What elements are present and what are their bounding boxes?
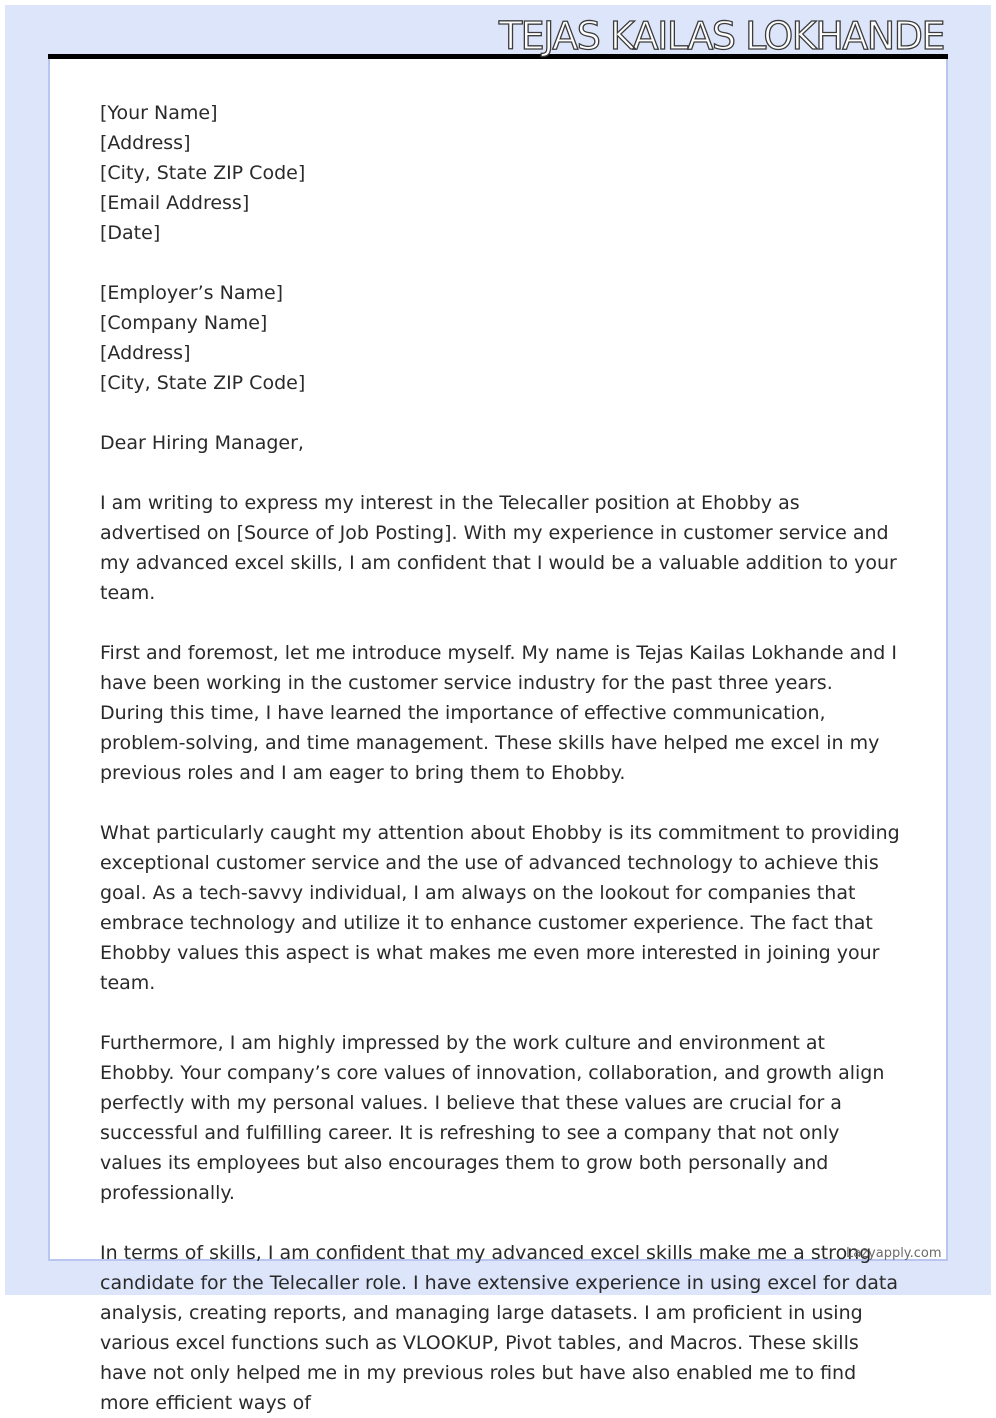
watermark: Lazyapply.com [846,1246,942,1261]
paragraph-skills: In terms of skills, I am confident that my advanced excel skills make me a strong candidate for the Telecaller role. I have extensive experience in using excel for data analysis, creating reports, and managing large datasets. I am proficient in using various excel functions such as VLOOKUP, Pivot tables, and Macros. These skills have not only helped me in my previous roles but have also enabled me to find more efficient ways of [100,1242,899,1414]
cover-letter-body [100,98,900,1418]
paragraph-culture: Furthermore, I am highly impressed by the work culture and environment at Ehobby. Your company’s core values of innovation, collaboration, and growth align perfectly with my personal values. I believe that these values are crucial for a successful and fulfilling career. It is refreshing to see a company that not only values its employees but also encourages them to grow both personally and professionally. [100,1032,885,1204]
recipient-address: [Address] [100,342,191,364]
sender-name: [Your Name] [100,102,218,124]
salutation: Dear Hiring Manager, [100,432,304,454]
sender-address: [Address] [100,132,191,154]
sender-city-state-zip: [City, State ZIP Code] [100,162,306,184]
paragraph-company-interest: What particularly caught my attention about Ehobby is its commitment to providing exceptional customer service and the use of advanced technology to achieve this goal. As a tech-savvy individual, I am always on the lookout for companies that embrace technology and utilize it to enhance customer experience. The fact that Ehobby values this aspect is what makes me even more interested in joining your team. [100,822,900,994]
recipient-company-name: [Company Name] [100,312,268,334]
recipient-city-state-zip: [City, State ZIP Code] [100,372,306,394]
paragraph-background: First and foremost, let me introduce myself. My name is Tejas Kailas Lokhande and I have been working in the customer service industry for the past three years. During this time, I have learned the importance of effective communication, problem-solving, and time management. These skills have helped me excel in my previous roles and I am eager to bring them to Ehobby. [100,642,897,784]
sender-email: [Email Address] [100,192,250,214]
paragraph-intro: I am writing to express my interest in the Telecaller position at Ehobby as advertised on [Source of Job Posting]. With my experience in customer service and my advanced excel skills, I am confident that I would be a valuable addition to your team. [100,492,897,604]
recipient-employer-name: [Employer’s Name] [100,282,284,304]
applicant-name-heading: TEJAS KAILAS LOKHANDE [498,14,944,58]
letter-date: [Date] [100,222,161,244]
